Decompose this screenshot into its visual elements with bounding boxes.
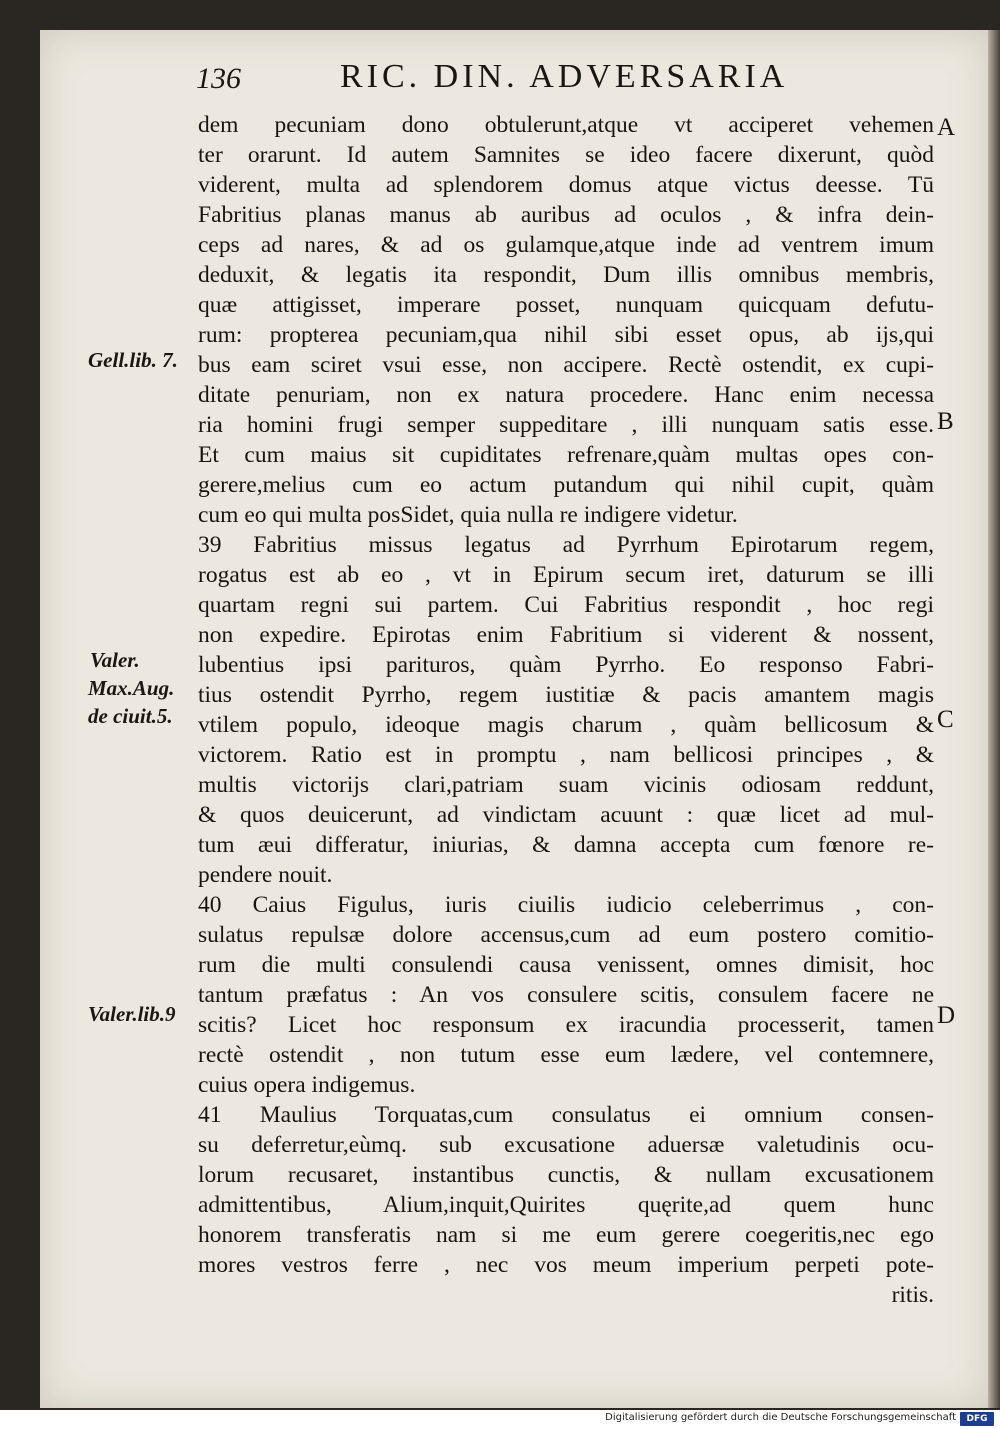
text-line: ria homini frugi semper suppeditare , illi nunquam satis esse. <box>198 412 934 438</box>
text-line: 39 Fabritius missus legatus ad Pyrrhum Epirotarum regem, <box>198 532 934 558</box>
text-line: deduxit, & legatis ita respondit, Dum illis omnibus membris, <box>198 262 934 288</box>
section-mark-d: D <box>937 1002 956 1029</box>
text-line: multis victorijs clari,patriam suam vicinis odiosam reddunt, <box>198 772 934 798</box>
running-title: RIC. DIN. ADVERSARIA <box>340 58 789 95</box>
page-number: 136 <box>196 62 241 95</box>
text-line: su deferretur,eùmq. sub excusatione aduersæ valetudinis ocu- <box>198 1132 934 1158</box>
dfg-logo: DFG <box>960 1412 994 1426</box>
text-line: pendere nouit. <box>198 862 333 888</box>
catchword-line: ritis. <box>891 1282 934 1308</box>
margin-note-de-ciuitate: de ciuit.5. <box>88 704 173 728</box>
text-line: mores vestros ferre , nec vos meum imperium perpeti pote- <box>198 1252 934 1278</box>
funding-credit: Digitalisierung gefördert durch die Deutsche Forschungsgemeinschaft <box>605 1412 956 1423</box>
text-line: rum die multi consulendi causa venissent, omnes dimisit, hoc <box>198 952 934 978</box>
text-line: 40 Caius Figulus, iuris ciuilis iudicio celeberrimus , con- <box>198 892 934 918</box>
text-line: victorem. Ratio est in promptu , nam bellicosi principes , & <box>198 742 934 768</box>
text-line: rectè ostendit , non tutum esse eum lædere, vel contemnere, <box>198 1042 934 1068</box>
text-line: cum eo qui multa posSidet, quia nulla re indigere videtur. <box>198 502 738 528</box>
text-line: honorem transferatis nam si me eum gerere coegeritis,nec ego <box>198 1222 934 1248</box>
margin-note-maximus-augustinus: Max.Aug. <box>88 676 175 700</box>
text-line: rogatus est ab eo , vt in Epirum secum iret, daturum se illi <box>198 562 934 588</box>
text-line: tum æui differatur, iniurias, & damna accepta cum fœnore re- <box>198 832 934 858</box>
text-line: gerere,melius cum eo actum putandum qui nihil cupit, quàm <box>198 472 934 498</box>
text-line: sulatus repulsæ dolore accensus,cum ad eum postero comitio- <box>198 922 934 948</box>
text-line: ditate penuriam, non ex natura procedere. Hanc enim necessa <box>198 382 934 408</box>
page-header <box>196 58 836 102</box>
margin-note-valerius-lib9: Valer.lib.9 <box>88 1002 176 1026</box>
text-line: viderent, multa ad splendorem domus atque victus deesse. Tū <box>198 172 934 198</box>
text-line: bus eam sciret vsui esse, non accipere. Rectè ostendit, ex cupi- <box>198 352 934 378</box>
page-edge <box>988 30 1000 1408</box>
text-line: Et cum maius sit cupiditates refrenare,quàm multas opes con- <box>198 442 934 468</box>
text-line: Fabritius planas manus ab auribus ad oculos , & infra dein- <box>198 202 934 228</box>
text-line: & quos deuicerunt, ad vindictam acuunt : quæ licet ad mul- <box>198 802 934 828</box>
section-mark-c: C <box>937 706 954 733</box>
section-mark-b: B <box>937 408 954 435</box>
section-mark-a: A <box>937 114 956 141</box>
text-line: scitis? Licet hoc responsum ex iracundia processerit, tamen <box>198 1012 934 1038</box>
text-line: cuius opera indigemus. <box>198 1072 416 1098</box>
margin-note-valerius: Valer. <box>90 648 140 672</box>
text-line: rum: propterea pecuniam,qua nihil sibi esset opus, ab ijs,qui <box>198 322 934 348</box>
text-line: quæ attigisset, imperare posset, nunquam quicquam defutu- <box>198 292 934 318</box>
text-line: lubentius ipsi parituros, quàm Pyrrho. Eo responso Fabri- <box>198 652 934 678</box>
text-line: tius ostendit Pyrrho, regem iustitiæ & pacis amantem magis <box>198 682 934 708</box>
text-line: admittentibus, Alium,inquit,Quirites quęrite,ad quem hunc <box>198 1192 934 1218</box>
text-line: lorum recusaret, instantibus cunctis, & nullam excusationem <box>198 1162 934 1188</box>
text-line: 41 Maulius Torquatas,cum consulatus ei omnium consen- <box>198 1102 934 1128</box>
text-line: quartam regni sui partem. Cui Fabritius respondit , hoc regi <box>198 592 934 618</box>
text-line: ter orarunt. Id autem Samnites se ideo facere dixerunt, quòd <box>198 142 934 168</box>
text-line: tantum præfatus : An vos consulere scitis, consulem facere ne <box>198 982 934 1008</box>
text-line: non expedire. Epirotas enim Fabritium si viderent & nossent, <box>198 622 934 648</box>
margin-note-gellius: Gell.lib. 7. <box>88 348 178 372</box>
text-line: ceps ad nares, & ad os gulamque,atque inde ad ventrem imum <box>198 232 934 258</box>
text-line: vtilem populo, ideoque magis charum , quàm bellicosum & <box>198 712 934 738</box>
text-line: dem pecuniam dono obtulerunt,atque vt acciperet vehemen <box>198 112 934 138</box>
